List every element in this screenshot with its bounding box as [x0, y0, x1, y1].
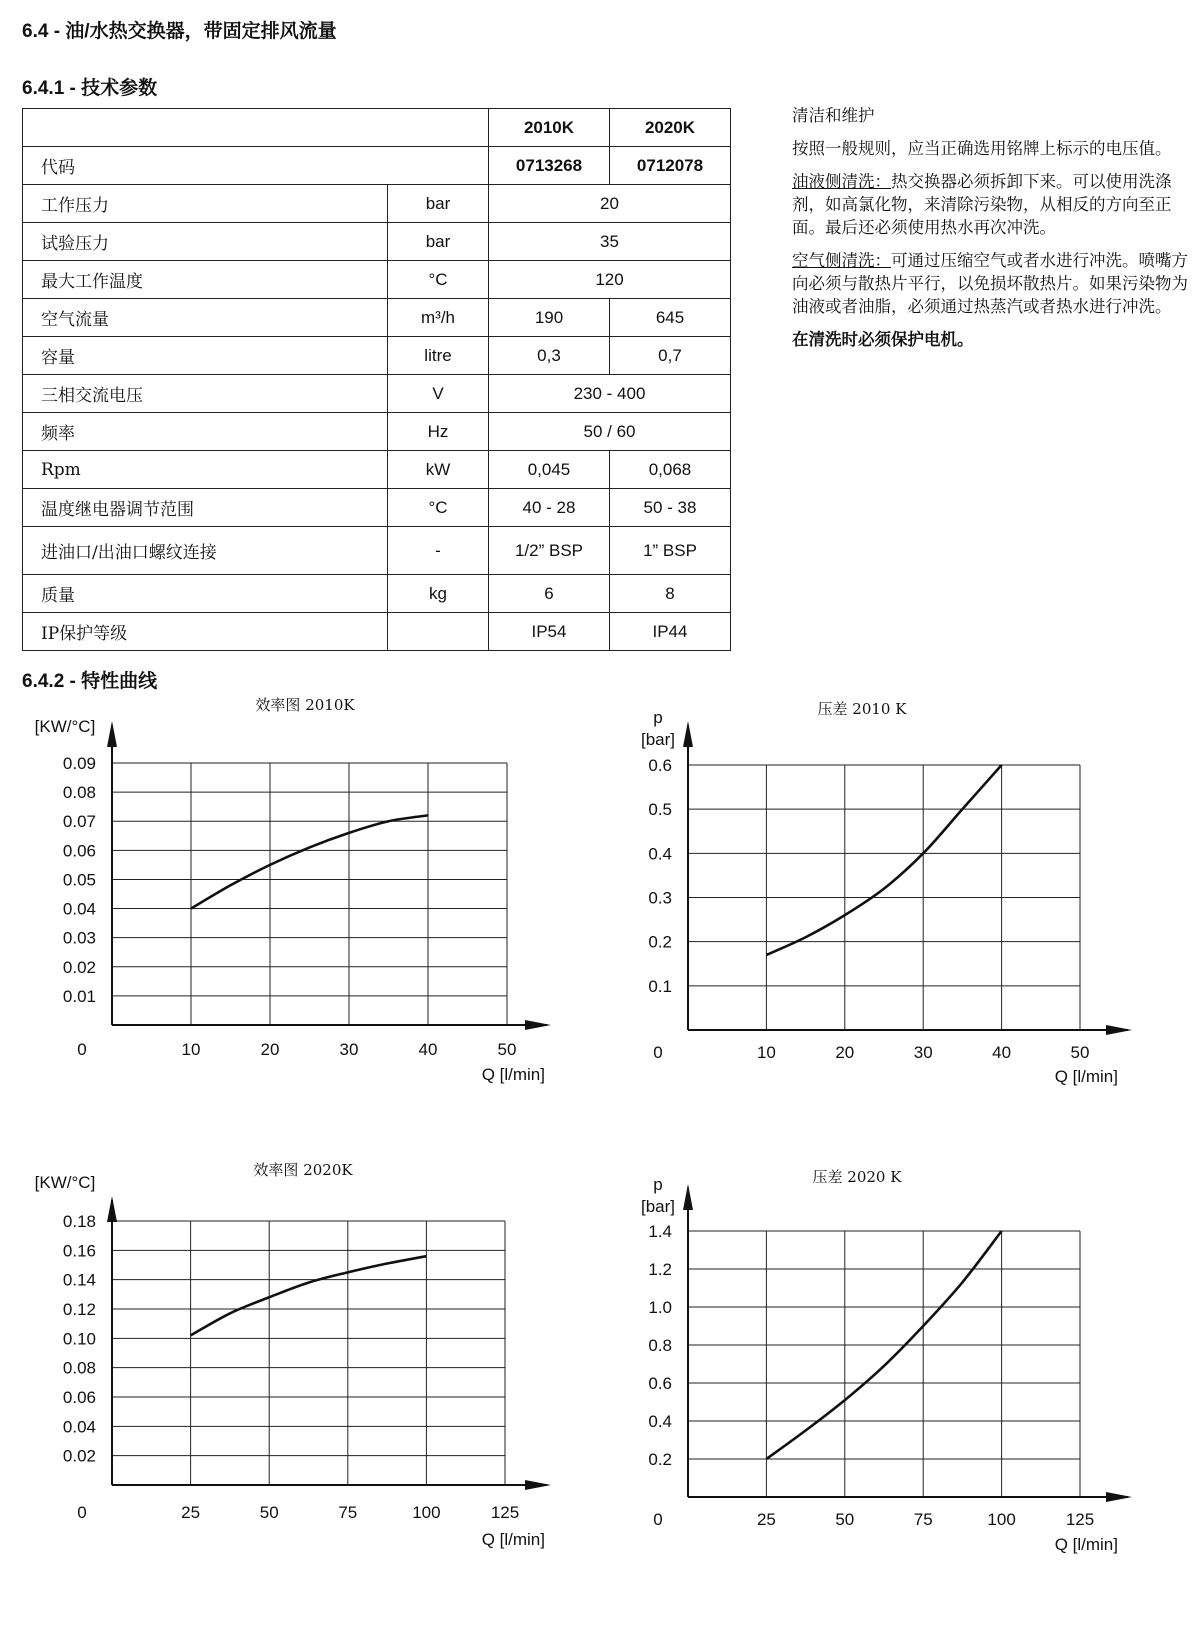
- x-axis-label: Q [l/min]: [1054, 1535, 1118, 1554]
- y-axis-arrow: [107, 1196, 117, 1222]
- cell-value-a: 1/2” BSP: [489, 527, 610, 575]
- y-tick-label: 0.8: [648, 1336, 672, 1355]
- chart-title: 效率图 2010K: [255, 696, 355, 714]
- x-tick-label: 25: [181, 1503, 201, 1522]
- cell-value-shared: 120: [489, 261, 731, 299]
- y-tick-label: 0.01: [62, 986, 96, 1006]
- x-axis-arrow: [1106, 1492, 1132, 1502]
- x-axis-arrow: [525, 1020, 551, 1030]
- model-b-header: 2020K: [610, 109, 731, 147]
- y-tick-label: 0.08: [62, 1358, 96, 1378]
- cell-value-b: 1” BSP: [610, 527, 731, 575]
- y-tick-label: 0.09: [62, 754, 96, 773]
- cell-value-b: 0,068: [610, 451, 731, 489]
- cell-value-a: 40 - 28: [489, 489, 610, 527]
- row-unit: °C: [388, 489, 489, 527]
- y-tick-label: 1.4: [648, 1222, 672, 1241]
- x-tick-label: 10: [756, 1043, 776, 1062]
- chart-group: [35, 696, 551, 1084]
- table-row: [23, 451, 731, 489]
- row-unit: bar: [388, 223, 489, 261]
- chart-pressure-2020k: [600, 1168, 1200, 1645]
- row-label: 空气流量: [23, 299, 388, 337]
- oil-side-label: 油液侧清洗：: [792, 172, 891, 191]
- x-tick-label: 40: [418, 1040, 438, 1059]
- section-curves-heading: 6.4.2 - 特性曲线: [22, 671, 158, 692]
- cell-value-b: 50 - 38: [610, 489, 731, 527]
- row-unit: [388, 613, 489, 651]
- y-tick-label: 0.1: [648, 976, 672, 996]
- y-tick-label: 0.07: [62, 812, 96, 832]
- x-tick-label: 25: [756, 1510, 776, 1529]
- table-row: [23, 223, 731, 261]
- series-line: [191, 1256, 427, 1335]
- row-unit: Hz: [388, 413, 489, 451]
- y-tick-label: 0.03: [62, 928, 96, 948]
- x-tick-label: 0: [653, 1510, 663, 1529]
- table-row: [23, 613, 731, 651]
- y-axis-symbol: p: [653, 708, 663, 727]
- row-label: 三相交流电压: [23, 375, 388, 413]
- x-tick-label: 0: [653, 1043, 663, 1062]
- y-tick-label: 0.6: [648, 756, 672, 775]
- x-tick-label: 40: [992, 1043, 1012, 1062]
- x-axis-label: Q [l/min]: [1054, 1067, 1118, 1086]
- table-row: [23, 147, 731, 185]
- cell-value-b: 645: [610, 299, 731, 337]
- x-tick-label: 30: [339, 1040, 359, 1059]
- maintenance-title: 清洁和维护: [792, 106, 875, 125]
- oil-side-cleaning: [792, 170, 1192, 239]
- cell-value-b: IP44: [610, 613, 731, 651]
- table-row: [23, 299, 731, 337]
- y-axis-label: [bar]: [640, 1197, 676, 1216]
- x-axis-label: Q [l/min]: [481, 1065, 545, 1084]
- x-tick-label: 100: [412, 1503, 441, 1522]
- row-unit: -: [388, 527, 489, 575]
- cell-value-shared: 50 / 60: [489, 413, 731, 451]
- cell-value-shared: 20: [489, 185, 731, 223]
- row-unit: kg: [388, 575, 489, 613]
- oil-side-text: 热交换器必须拆卸下来。可以使用洗涤剂，如高氯化物，来清除污染物，从相反的方向至正面。最后还必须使用热水再次冲洗。: [792, 172, 1172, 237]
- table-header-blank: [23, 109, 489, 147]
- series-line: [766, 765, 1001, 955]
- x-tick-label: 50: [497, 1040, 517, 1059]
- chart-group: [641, 700, 1132, 1086]
- x-axis-arrow: [1106, 1025, 1132, 1035]
- y-tick-label: 0.02: [62, 957, 96, 977]
- row-unit: V: [388, 375, 489, 413]
- y-tick-label: 1.0: [648, 1298, 672, 1317]
- y-tick-label: 0.2: [648, 1450, 672, 1469]
- row-label: 容量: [23, 337, 388, 375]
- x-tick-label: 50: [835, 1510, 855, 1529]
- y-tick-label: 0.6: [648, 1374, 672, 1393]
- y-axis-arrow: [683, 721, 693, 747]
- chart-group: [35, 1161, 551, 1549]
- maintenance-general: 按照一般规则，应当正确选用铭牌上标示的电压值。: [792, 139, 1172, 158]
- x-tick-label: 0: [77, 1503, 87, 1522]
- cell-value-a: 0,3: [489, 337, 610, 375]
- model-a-header: 2010K: [489, 109, 610, 147]
- y-tick-label: 0.14: [62, 1270, 96, 1290]
- cell-value-shared: 230 - 400: [489, 375, 731, 413]
- cell-value-a: 190: [489, 299, 610, 337]
- row-label: 试验压力: [23, 223, 388, 261]
- table-header-row: [23, 109, 731, 147]
- x-tick-label: 50: [259, 1503, 279, 1522]
- table-row: [23, 375, 731, 413]
- chart-title: 压差 2010 K: [817, 700, 907, 718]
- spec-table: [22, 108, 731, 651]
- y-tick-label: 0.04: [62, 899, 96, 919]
- cell-value-a: 0713268: [489, 147, 610, 185]
- row-label: 频率: [23, 413, 388, 451]
- y-axis-label: [bar]: [640, 730, 676, 749]
- chart-title: 效率图 2020K: [253, 1161, 353, 1179]
- table-row: [23, 489, 731, 527]
- y-tick-label: 0.4: [648, 1412, 672, 1431]
- y-tick-label: 0.16: [62, 1241, 96, 1261]
- table-row: [23, 261, 731, 299]
- cell-value-b: 0712078: [610, 147, 731, 185]
- row-label: 工作压力: [23, 185, 388, 223]
- motor-warning: 在清洗时必须保护电机。: [792, 330, 974, 349]
- x-tick-label: 50: [1070, 1043, 1090, 1062]
- x-tick-label: 20: [835, 1043, 855, 1062]
- cell-value-a: 6: [489, 575, 610, 613]
- row-label: Rpm: [23, 451, 388, 489]
- row-unit: m³/h: [388, 299, 489, 337]
- y-tick-label: 0.4: [648, 844, 672, 864]
- y-tick-label: 0.05: [62, 870, 96, 890]
- y-tick-label: 0.18: [62, 1212, 96, 1231]
- x-tick-label: 125: [490, 1503, 520, 1522]
- row-label: IP保护等级: [23, 613, 388, 651]
- chart-title: 压差 2020 K: [812, 1168, 902, 1186]
- row-label: 进油口/出油口螺纹连接: [23, 527, 388, 575]
- row-label: 代码: [23, 147, 489, 185]
- y-tick-label: 1.2: [648, 1260, 672, 1279]
- cell-value-a: 0,045: [489, 451, 610, 489]
- table-row: [23, 185, 731, 223]
- x-tick-label: 75: [913, 1510, 933, 1529]
- air-side-text: 可通过压缩空气或者水进行冲洗。喷嘴方向必须与散热片平行，以免损坏散热片。如果污染物为油液或者油脂，必须通过热蒸汽或者热水进行冲洗。: [792, 251, 1188, 316]
- y-axis-symbol: p: [653, 1175, 663, 1194]
- x-axis-arrow: [525, 1480, 551, 1490]
- table-row: [23, 527, 731, 575]
- table-row: [23, 337, 731, 375]
- chart-efficiency-2020k: [0, 1161, 600, 1600]
- x-tick-label: 75: [338, 1503, 358, 1522]
- x-tick-label: 100: [987, 1510, 1016, 1529]
- section-params-heading: 6.4.1 - 技术参数: [22, 78, 158, 99]
- air-side-label: 空气侧清洗：: [792, 251, 891, 270]
- x-tick-label: 125: [1065, 1510, 1095, 1529]
- y-tick-label: 0.06: [62, 1388, 96, 1407]
- table-row: [23, 413, 731, 451]
- y-axis-arrow: [107, 721, 117, 747]
- page-heading: 6.4 - 油/水热交换器，带固定排风流量: [22, 21, 337, 42]
- x-axis-label: Q [l/min]: [481, 1530, 545, 1549]
- y-tick-label: 0.02: [62, 1446, 96, 1466]
- cell-value-a: IP54: [489, 613, 610, 651]
- cell-value-b: 0,7: [610, 337, 731, 375]
- row-unit: bar: [388, 185, 489, 223]
- row-label: 质量: [23, 575, 388, 613]
- row-label: 最大工作温度: [23, 261, 388, 299]
- y-axis-arrow: [683, 1184, 693, 1210]
- y-axis-label: [KW/°C]: [34, 717, 96, 736]
- table-row: [23, 575, 731, 613]
- y-tick-label: 0.2: [648, 932, 672, 952]
- air-side-cleaning: [792, 249, 1192, 318]
- y-tick-label: 0.06: [62, 841, 96, 861]
- y-axis-label: [KW/°C]: [34, 1173, 96, 1192]
- row-unit: kW: [388, 451, 489, 489]
- x-tick-label: 20: [260, 1040, 280, 1059]
- row-unit: litre: [388, 337, 489, 375]
- chart-pressure-2010k: [600, 700, 1200, 1120]
- x-tick-label: 0: [77, 1040, 87, 1059]
- y-tick-label: 0.5: [648, 800, 672, 820]
- y-tick-label: 0.3: [648, 888, 672, 908]
- chart-efficiency-2010k: [0, 696, 600, 1120]
- cell-value-b: 8: [610, 575, 731, 613]
- cell-value-shared: 35: [489, 223, 731, 261]
- maintenance-section: [792, 104, 1192, 361]
- y-tick-label: 0.04: [62, 1417, 96, 1437]
- series-line: [191, 815, 428, 908]
- y-tick-label: 0.08: [62, 783, 96, 803]
- y-tick-label: 0.12: [62, 1300, 96, 1319]
- x-tick-label: 10: [181, 1040, 201, 1059]
- row-unit: °C: [388, 261, 489, 299]
- x-tick-label: 30: [913, 1043, 933, 1062]
- chart-group: [641, 1168, 1132, 1554]
- row-label: 温度继电器调节范围: [23, 489, 388, 527]
- y-tick-label: 0.10: [62, 1329, 96, 1349]
